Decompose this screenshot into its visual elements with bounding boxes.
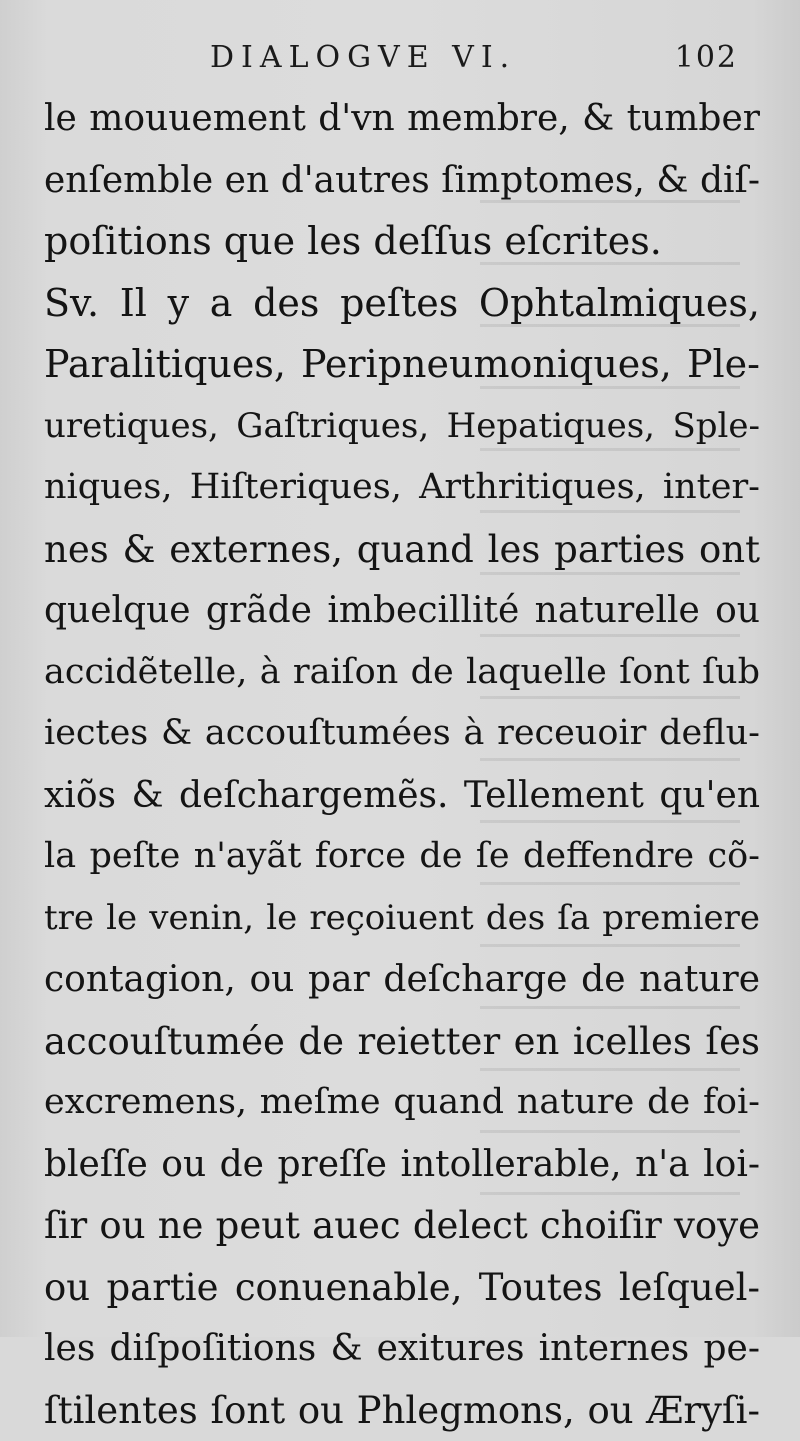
text-line: accidẽtelle, à raiſon de laquelle ſont ſub	[44, 642, 760, 704]
text-line: enſemble en d'autres ſimptomes, & diſ-	[44, 150, 760, 212]
page-header	[200, 40, 738, 90]
text-line: tre le venin, le reçoiuent des ſa premiere	[44, 888, 760, 950]
body-text	[44, 88, 760, 1441]
text-line: Sv. Il y a des peſtes Ophtalmiques,	[44, 273, 760, 335]
text-line: accouſtumée de reietter en icelles ſes	[44, 1011, 760, 1073]
page-number: 102	[675, 40, 738, 75]
text-line: le mouuement d'vn membre, & tumber	[44, 88, 760, 150]
text-line: nes & externes, quand les parties ont	[44, 519, 760, 581]
text-line: quelque grãde imbecillité naturelle ou	[44, 580, 760, 642]
text-line: ſir ou ne peut auec delect choiſir voye	[44, 1195, 760, 1257]
text-line: les diſpoſitions & exitures internes pe-	[44, 1318, 760, 1380]
text-line: contagion, ou par deſcharge de nature	[44, 949, 760, 1011]
text-line: Paralitiques, Peripneumoniques, Ple-	[44, 334, 760, 396]
text-line: ſtilentes ſont ou Phlegmons, ou Æryſi-	[44, 1380, 760, 1441]
text-line: uretiques, Gaſtriques, Hepatiques, Sple-	[44, 396, 760, 458]
text-line: excremens, meſme quand nature de foi-	[44, 1072, 760, 1134]
text-line: xiõs & deſchargemẽs. Tellement qu'en	[44, 765, 760, 827]
running-title: DIALOGVE VI.	[210, 40, 516, 75]
text-line: poſitions que les deſſus eſcrites.	[44, 211, 760, 273]
text-line: niques, Hiſteriques, Arthritiques, inter-	[44, 457, 760, 519]
text-line: bleſſe ou de preſſe intollerable, n'a loi-	[44, 1134, 760, 1196]
text-line: la peſte n'ayãt force de ſe deffendre cõ-	[44, 826, 760, 888]
text-line: ou partie conuenable, Toutes leſquel-	[44, 1257, 760, 1319]
text-line: iectes & accouſtumées à receuoir deflu-	[44, 703, 760, 765]
